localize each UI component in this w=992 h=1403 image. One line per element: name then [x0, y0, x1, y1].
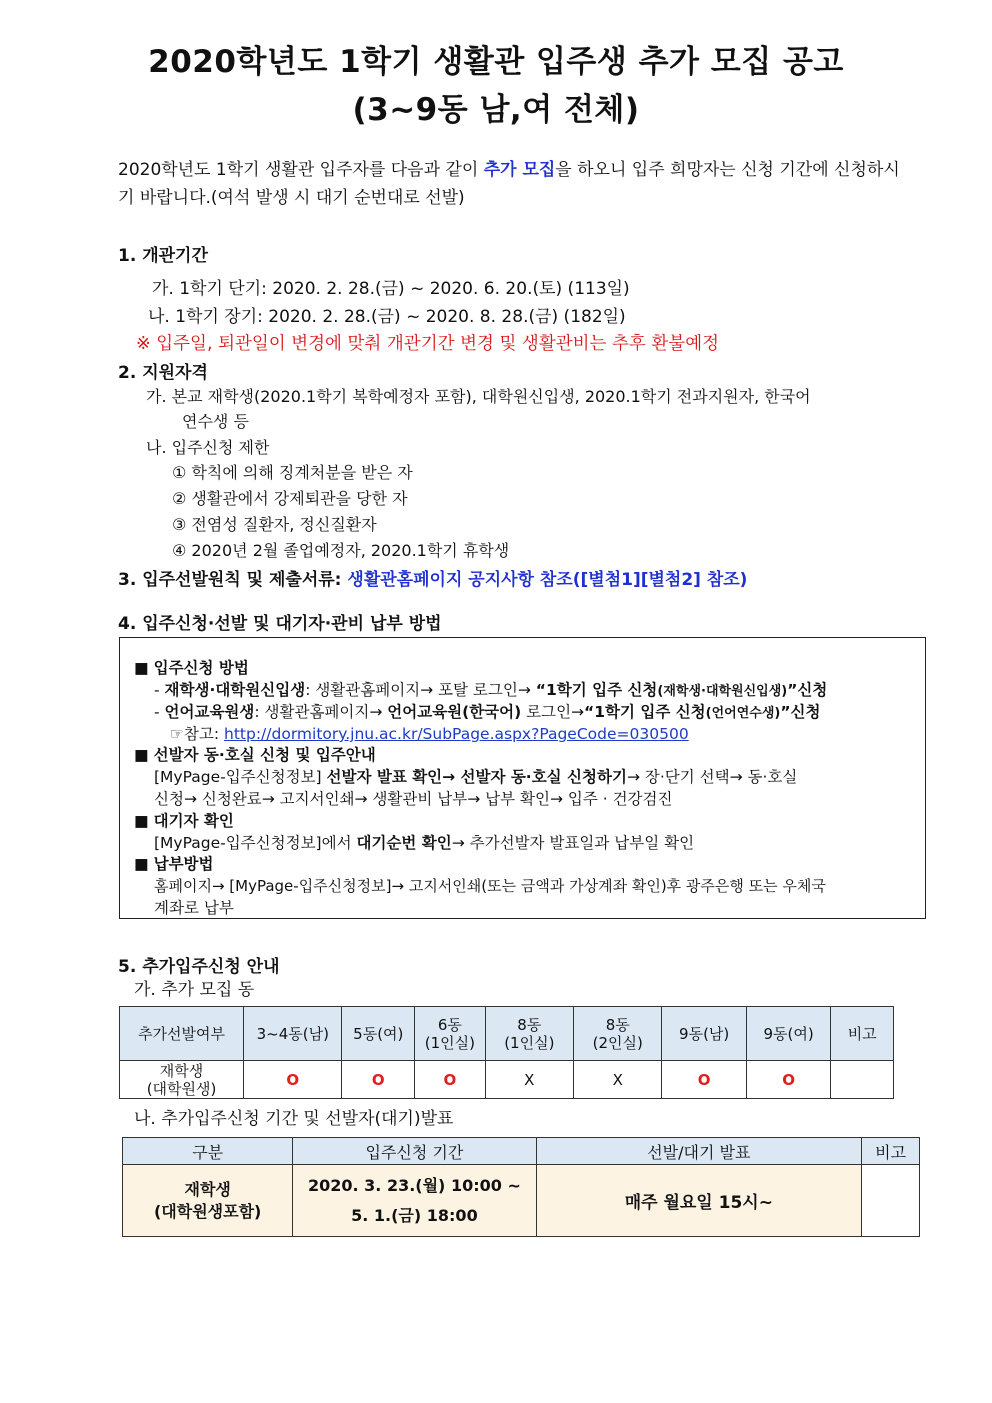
availability-cell: O	[342, 1061, 415, 1099]
table-header-cell: 9동(여)	[746, 1007, 830, 1061]
page-title: 2020학년도 1학기 생활관 입주생 추가 모집 공고	[148, 44, 844, 80]
remark-cell	[831, 1061, 894, 1099]
dormitory-link[interactable]: http://dormitory.jnu.ac.kr/SubPage.aspx?PageCode=030500	[224, 725, 689, 743]
bullet-square-icon: ■	[134, 746, 149, 764]
bullet-apply-title: 입주신청 방법	[153, 659, 249, 677]
section-5-sub-b: 나. 추가입주신청 기간 및 선발자(대기)발표	[134, 1109, 454, 1129]
remark-cell	[862, 1165, 920, 1237]
availability-cell: O	[244, 1061, 342, 1099]
intro-highlight: 추가 모집	[483, 160, 556, 180]
method-box	[119, 637, 926, 919]
reference-line: ☞참고: http://dormitory.jnu.ac.kr/SubPage.aspx?PageCode=030500	[170, 725, 689, 743]
dorm-availability-table	[119, 1006, 894, 1099]
section-2-item-a1: 가. 본교 재학생(2020.1학기 복학예정자 포함), 대학원신입생, 2020.1학기 전과지원자, 한국어	[146, 387, 811, 406]
section-2-item-b: 나. 입주신청 제한	[146, 438, 270, 457]
table-header-cell: 추가선발여부	[120, 1007, 244, 1061]
section-2-item-a2: 연수생 등	[182, 412, 249, 431]
table-row	[123, 1165, 920, 1237]
waitlist-line: [MyPage-입주신청정보]에서 대기순번 확인→ 추가선발자 발표일과 납부일 확인	[154, 834, 695, 852]
section-5-heading: 5. 추가입주신청 안내	[118, 957, 280, 977]
section-1-item-a: 가. 1학기 단기: 2020. 2. 28.(금) ~ 2020. 6. 20.(토) (113일)	[152, 279, 630, 299]
announce-cell: 매주 월요일 15시~	[536, 1165, 862, 1237]
section-4-heading: 4. 입주신청·선발 및 대기자·관비 납부 방법	[118, 614, 442, 634]
period-start: 2020. 3. 23.(월) 10:00 ~	[307, 1175, 521, 1195]
table-header-cell: 비고	[862, 1138, 920, 1165]
bullet-square-icon: ■	[134, 855, 149, 873]
selection-line-2: 신청→ 신청완료→ 고지서인쇄→ 생활관비 납부→ 납부 확인→ 입주 · 건강검진	[154, 790, 673, 808]
period-end: 5. 1.(금) 18:00	[351, 1205, 478, 1225]
table-header-cell: 구분	[123, 1138, 293, 1165]
section-1-heading: 1. 개관기간	[118, 246, 208, 266]
table-header-row	[120, 1007, 894, 1061]
intro-text-1: 2020학년도 1학기 생활관 입주자를 다음과 같이	[118, 160, 484, 180]
availability-cell: O	[415, 1061, 486, 1099]
period-cell	[293, 1165, 536, 1237]
bullet-square-icon: ■	[134, 659, 149, 677]
restriction-item: ② 생활관에서 강제퇴관을 당한 자	[172, 489, 408, 508]
section-3-heading	[118, 565, 747, 590]
restriction-item: ④ 2020년 2월 졸업예정자, 2020.1학기 휴학생	[172, 541, 510, 560]
schedule-table	[122, 1137, 920, 1237]
intro-paragraph	[118, 156, 908, 212]
table-header-cell: 5동(여)	[342, 1007, 415, 1061]
section-1-item-b: 나. 1학기 장기: 2020. 2. 28.(금) ~ 2020. 8. 28.(금) (182일)	[148, 307, 626, 327]
table-header-cell: 3~4동(남)	[244, 1007, 342, 1061]
selection-line-1: [MyPage-입주신청정보] 선발자 발표 확인→ 선발자 동·호실 신청하기→ 장·단기 선택→ 동·호실	[154, 768, 798, 786]
availability-cell: O	[746, 1061, 830, 1099]
availability-cell: O	[662, 1061, 746, 1099]
availability-cell: X	[574, 1061, 662, 1099]
bullet-waitlist: ■ 대기자 확인	[134, 812, 234, 830]
table-header-cell: 입주신청 기간	[293, 1138, 536, 1165]
table-header-cell: 8동 (2인실)	[574, 1007, 662, 1061]
bullet-square-icon: ■	[134, 812, 149, 830]
bullet-apply	[134, 658, 249, 680]
section-3-label: 3. 입주선발원칙 및 제출서류:	[118, 570, 348, 590]
section-1-note: ※ 입주일, 퇴관일이 변경에 맞춰 개관기간 변경 및 생활관비는 추후 환불예정	[136, 334, 720, 354]
table-header-cell: 8동 (1인실)	[485, 1007, 573, 1061]
intro-text-2: 을 하오니 입주 희망자는 신청 기간에 신청하시기 바랍니다.(여석 발생 시 대기 순번대로 선발)	[118, 160, 900, 208]
table-header-cell: 비고	[831, 1007, 894, 1061]
availability-cell: X	[485, 1061, 573, 1099]
row-label: 재학생 (대학원생포함)	[123, 1165, 293, 1237]
payment-line-1: 홈페이지→ [MyPage-입주신청정보]→ 고지서인쇄(또는 금액과 가상계좌 확인)후 광주은행 또는 우체국	[154, 877, 826, 895]
table-header-cell: 9동(남)	[662, 1007, 746, 1061]
table-header-cell: 6동 (1인실)	[415, 1007, 486, 1061]
restriction-item: ③ 전염성 질환자, 정신질환자	[172, 515, 377, 534]
apply-language-line: - 언어교육원생: 생활관홈페이지→ 언어교육원(한국어) 로그인→“1학기 입주 신청(언어연수생)”신청	[154, 703, 821, 721]
row-label: 재학생 (대학원생)	[120, 1061, 244, 1099]
section-2-heading: 2. 지원자격	[118, 363, 208, 383]
table-header-cell: 선발/대기 발표	[536, 1138, 862, 1165]
pointing-hand-icon: ☞	[170, 725, 184, 743]
section-5-sub-a: 가. 추가 모집 동	[134, 980, 255, 1000]
payment-line-2: 계좌로 납부	[154, 899, 234, 917]
restriction-item: ① 학칙에 의해 징계처분을 받은 자	[172, 463, 413, 482]
table-row	[120, 1061, 894, 1099]
bullet-selection: ■ 선발자 동·호실 신청 및 입주안내	[134, 746, 376, 764]
section-3-reference: 생활관홈페이지 공지사항 참조([별첨1][별첨2] 참조)	[347, 570, 748, 590]
apply-student-line: - 재학생·대학원신입생: 생활관홈페이지→ 포탈 로그인→ “1학기 입주 신청(재학생·대학원신입생)”신청	[154, 681, 828, 699]
bullet-payment: ■ 납부방법	[134, 855, 214, 873]
page-subtitle: (3~9동 남,여 전체)	[352, 92, 640, 128]
table-header-row	[123, 1138, 920, 1165]
